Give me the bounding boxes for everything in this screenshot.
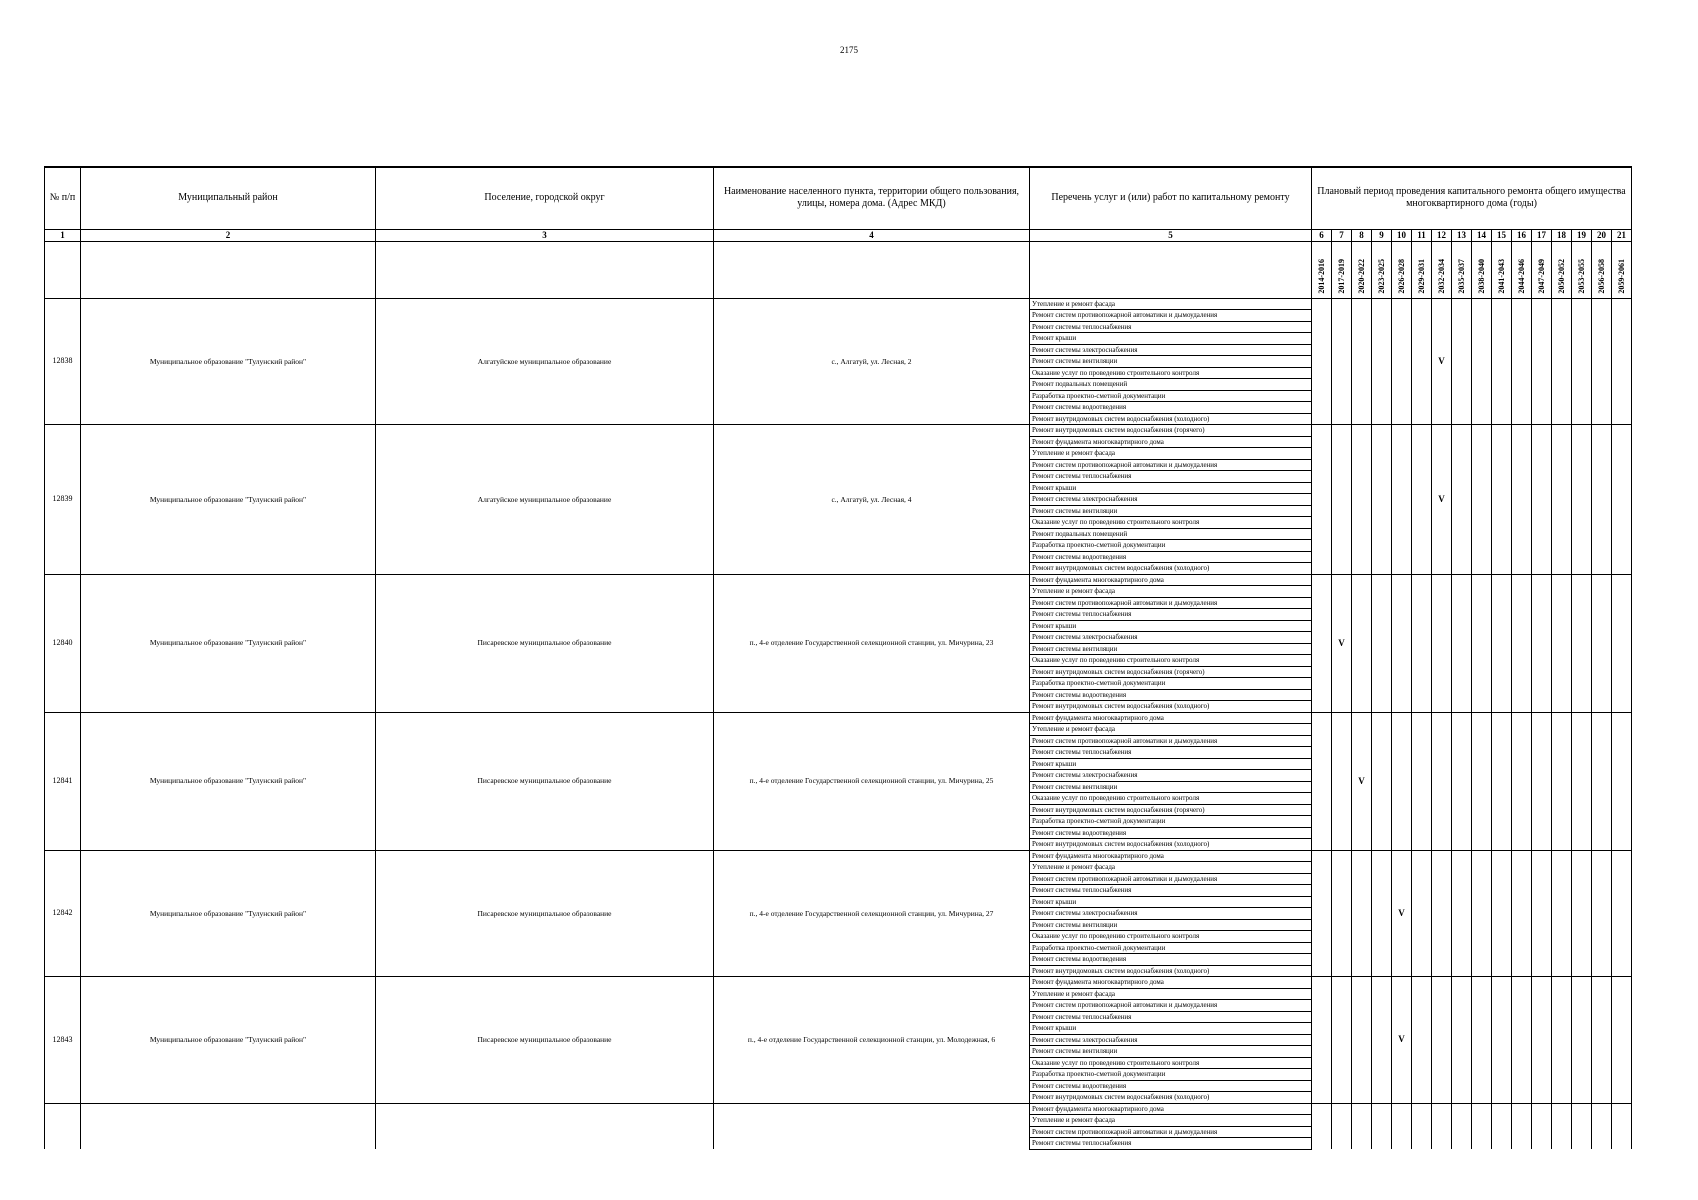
work-item: Разработка проектно-сметной документации — [1030, 1069, 1312, 1081]
period-label-text: 2017-2019 — [1336, 258, 1346, 294]
period-label-text: 2041-2043 — [1496, 258, 1506, 294]
period-label — [1312, 241, 1332, 298]
record-number: 12840 — [45, 574, 81, 712]
period-cell — [1412, 574, 1432, 712]
period-cell — [1532, 977, 1552, 1104]
period-cell — [1432, 712, 1452, 850]
period-cell — [1512, 977, 1532, 1104]
period-cell — [1392, 712, 1412, 850]
period-cell — [1532, 574, 1552, 712]
period-label-text: 2044-2046 — [1516, 258, 1526, 294]
work-item: Ремонт внутридомовых систем водоснабжения (холодного) — [1030, 839, 1312, 851]
period-cell — [1552, 1103, 1572, 1149]
work-item: Ремонт внутридомовых систем водоснабжения (горячего) — [1030, 666, 1312, 678]
period-label-text: 2053-2055 — [1576, 258, 1586, 294]
period-cell — [1352, 977, 1372, 1104]
work-item: Ремонт системы водоотведения — [1030, 402, 1312, 414]
period-cell — [1552, 977, 1572, 1104]
record-address: п., 4-е отделение Государственной селекционной станции, ул. Молодежная, 6 — [714, 977, 1030, 1104]
work-item: Оказание услуг по проведению строительного контроля — [1030, 517, 1312, 529]
work-item: Утепление и ремонт фасада — [1030, 862, 1312, 874]
work-item: Ремонт внутридомовых систем водоснабжения (горячего) — [1030, 804, 1312, 816]
work-item: Ремонт системы вентиляции — [1030, 643, 1312, 655]
period-cell — [1472, 850, 1492, 977]
column-number: 5 — [1030, 229, 1312, 241]
period-cell — [1352, 574, 1372, 712]
work-item: Ремонт системы теплоснабжения — [1030, 321, 1312, 333]
period-cell — [1572, 850, 1592, 977]
period-label-text: 2038-2040 — [1476, 258, 1486, 294]
period-label — [1512, 241, 1532, 298]
record-number: 12839 — [45, 425, 81, 575]
period-label — [1552, 241, 1572, 298]
work-item: Ремонт внутридомовых систем водоснабжения (холодного) — [1030, 413, 1312, 425]
work-item: Утепление и ремонт фасада — [1030, 1115, 1312, 1127]
period-cell — [1432, 574, 1452, 712]
period-cell — [1472, 298, 1492, 425]
period-cell — [1512, 712, 1532, 850]
work-item: Утепление и ремонт фасада — [1030, 298, 1312, 310]
period-cell — [1312, 712, 1332, 850]
work-item: Утепление и ремонт фасада — [1030, 724, 1312, 736]
period-label-text: 2020-2022 — [1356, 258, 1366, 294]
period-cell — [1592, 1103, 1612, 1149]
record-number: 12841 — [45, 712, 81, 850]
work-item: Ремонт подвальных помещений — [1030, 379, 1312, 391]
header-district: Муниципальный район — [81, 167, 376, 229]
header-period: Плановый период проведения капитального ремонта общего имущества многоквартирного дома (годы) — [1312, 167, 1632, 229]
period-cell — [1352, 425, 1372, 575]
work-item: Ремонт системы водоотведения — [1030, 551, 1312, 563]
period-cell — [1392, 298, 1412, 425]
header-works: Перечень услуг и (или) работ по капитальному ремонту — [1030, 167, 1312, 229]
work-item: Оказание услуг по проведению строительного контроля — [1030, 1057, 1312, 1069]
column-number: 3 — [376, 229, 714, 241]
record-district: Муниципальное образование "Тулунский район" — [81, 425, 376, 575]
record-address: с., Алгатуй, ул. Лесная, 4 — [714, 425, 1030, 575]
period-label — [1592, 241, 1612, 298]
record-settlement: Алгатуйское муниципальное образование — [376, 298, 714, 425]
period-label — [1332, 241, 1352, 298]
record-district — [81, 1103, 376, 1149]
work-item: Утепление и ремонт фасада — [1030, 448, 1312, 460]
work-item: Ремонт системы теплоснабжения — [1030, 471, 1312, 483]
period-cell — [1492, 574, 1512, 712]
record-address: п., 4-е отделение Государственной селекционной станции, ул. Мичурина, 25 — [714, 712, 1030, 850]
period-label-text: 2023-2025 — [1376, 258, 1386, 294]
period-cell — [1532, 425, 1552, 575]
work-item: Разработка проектно-сметной документации — [1030, 942, 1312, 954]
period-label-text: 2047-2049 — [1536, 258, 1546, 294]
period-label — [1352, 241, 1372, 298]
period-cell — [1572, 298, 1592, 425]
period-cell — [1572, 977, 1592, 1104]
period-cell — [1552, 850, 1572, 977]
period-cell — [1452, 977, 1472, 1104]
column-number: 21 — [1612, 229, 1632, 241]
period-row-spacer — [376, 241, 714, 298]
period-row-spacer — [81, 241, 376, 298]
column-number: 7 — [1332, 229, 1352, 241]
record-district: Муниципальное образование "Тулунский район" — [81, 977, 376, 1104]
column-number: 10 — [1392, 229, 1412, 241]
period-mark: V — [1392, 977, 1412, 1104]
work-item: Ремонт подвальных помещений — [1030, 528, 1312, 540]
period-cell — [1372, 1103, 1392, 1149]
record-number: 12838 — [45, 298, 81, 425]
period-cell — [1432, 1103, 1452, 1149]
period-cell — [1452, 712, 1472, 850]
work-item: Ремонт системы вентиляции — [1030, 505, 1312, 517]
period-cell — [1552, 298, 1572, 425]
record-settlement: Писаревское муниципальное образование — [376, 574, 714, 712]
work-item: Ремонт системы вентиляции — [1030, 919, 1312, 931]
period-cell — [1412, 977, 1432, 1104]
period-cell — [1552, 574, 1572, 712]
record-address: с., Алгатуй, ул. Лесная, 2 — [714, 298, 1030, 425]
work-item: Утепление и ремонт фасада — [1030, 586, 1312, 598]
period-label-text: 2026-2028 — [1396, 258, 1406, 294]
period-cell — [1492, 850, 1512, 977]
column-number: 9 — [1372, 229, 1392, 241]
period-label — [1432, 241, 1452, 298]
column-number: 18 — [1552, 229, 1572, 241]
period-cell — [1312, 850, 1332, 977]
period-cell — [1452, 850, 1472, 977]
column-number: 1 — [45, 229, 81, 241]
period-row-spacer — [1030, 241, 1312, 298]
header-row — [45, 167, 1632, 229]
work-item: Ремонт системы вентиляции — [1030, 356, 1312, 368]
period-cell — [1432, 977, 1452, 1104]
period-cell — [1532, 298, 1552, 425]
period-label-text: 2032-2034 — [1436, 258, 1446, 294]
period-cell — [1332, 850, 1352, 977]
period-cell — [1572, 712, 1592, 850]
period-cell — [1472, 425, 1492, 575]
record-number: 12843 — [45, 977, 81, 1104]
period-cell — [1492, 977, 1512, 1104]
period-cell — [1312, 298, 1332, 425]
period-cell — [1612, 850, 1632, 977]
work-item: Ремонт фундамента многоквартирного дома — [1030, 574, 1312, 586]
work-item: Ремонт систем противопожарной автоматики и дымоудаления — [1030, 459, 1312, 471]
period-label-text: 2059-2061 — [1616, 258, 1626, 294]
work-item: Ремонт крыши — [1030, 482, 1312, 494]
period-cell — [1532, 850, 1552, 977]
period-cell — [1612, 712, 1632, 850]
record-address — [714, 1103, 1030, 1149]
record-district: Муниципальное образование "Тулунский район" — [81, 574, 376, 712]
work-item: Ремонт крыши — [1030, 620, 1312, 632]
period-label-text: 2029-2031 — [1416, 258, 1426, 294]
work-item: Ремонт системы водоотведения — [1030, 1080, 1312, 1092]
period-cell — [1452, 1103, 1472, 1149]
table-row — [45, 977, 1632, 989]
work-item: Разработка проектно-сметной документации — [1030, 540, 1312, 552]
record-address: п., 4-е отделение Государственной селекционной станции, ул. Мичурина, 23 — [714, 574, 1030, 712]
period-cell — [1612, 425, 1632, 575]
period-row — [45, 241, 1632, 298]
work-item: Оказание услуг по проведению строительного контроля — [1030, 793, 1312, 805]
period-mark: V — [1432, 298, 1452, 425]
period-cell — [1472, 712, 1492, 850]
work-item: Ремонт внутридомовых систем водоснабжения (холодного) — [1030, 965, 1312, 977]
work-item: Ремонт системы теплоснабжения — [1030, 885, 1312, 897]
period-row-spacer — [45, 241, 81, 298]
header-settlement: Поселение, городской округ — [376, 167, 714, 229]
period-label — [1532, 241, 1552, 298]
period-label — [1372, 241, 1392, 298]
period-cell — [1412, 850, 1432, 977]
work-item: Ремонт системы теплоснабжения — [1030, 747, 1312, 759]
work-item: Ремонт крыши — [1030, 896, 1312, 908]
record-district: Муниципальное образование "Тулунский район" — [81, 850, 376, 977]
work-item: Ремонт системы водоотведения — [1030, 954, 1312, 966]
work-item: Ремонт системы теплоснабжения — [1030, 1011, 1312, 1023]
column-number-row — [45, 229, 1632, 241]
work-item: Ремонт систем противопожарной автоматики и дымоудаления — [1030, 1000, 1312, 1012]
column-number: 15 — [1492, 229, 1512, 241]
page-number: 2175 — [840, 45, 858, 55]
period-cell — [1472, 1103, 1492, 1149]
period-cell — [1352, 1103, 1372, 1149]
period-cell — [1352, 298, 1372, 425]
period-cell — [1572, 425, 1592, 575]
period-cell — [1372, 298, 1392, 425]
period-cell — [1412, 425, 1432, 575]
period-cell — [1412, 298, 1432, 425]
work-item: Ремонт фундамента многоквартирного дома — [1030, 1103, 1312, 1115]
period-cell — [1332, 977, 1352, 1104]
work-item: Ремонт систем противопожарной автоматики и дымоудаления — [1030, 873, 1312, 885]
period-cell — [1332, 425, 1352, 575]
record-address: п., 4-е отделение Государственной селекционной станции, ул. Мичурина, 27 — [714, 850, 1030, 977]
period-label — [1612, 241, 1632, 298]
work-item: Ремонт внутридомовых систем водоснабжения (горячего) — [1030, 425, 1312, 437]
period-cell — [1512, 574, 1532, 712]
period-label — [1452, 241, 1472, 298]
work-item: Ремонт системы электроснабжения — [1030, 908, 1312, 920]
period-cell — [1312, 1103, 1332, 1149]
period-cell — [1592, 574, 1612, 712]
work-item: Ремонт фундамента многоквартирного дома — [1030, 977, 1312, 989]
period-cell — [1372, 574, 1392, 712]
period-cell — [1332, 298, 1352, 425]
work-item: Ремонт системы водоотведения — [1030, 827, 1312, 839]
work-item: Ремонт системы электроснабжения — [1030, 632, 1312, 644]
period-cell — [1472, 574, 1492, 712]
period-cell — [1452, 574, 1472, 712]
period-cell — [1392, 425, 1412, 575]
header-address: Наименование населенного пункта, территории общего пользования, улицы, номера дома. (Адрес МКД) — [714, 167, 1030, 229]
record-settlement: Алгатуйское муниципальное образование — [376, 425, 714, 575]
period-label — [1572, 241, 1592, 298]
period-mark: V — [1392, 850, 1412, 977]
period-cell — [1552, 712, 1572, 850]
column-number: 20 — [1592, 229, 1612, 241]
record-district: Муниципальное образование "Тулунский район" — [81, 298, 376, 425]
period-cell — [1512, 425, 1532, 575]
work-item: Разработка проектно-сметной документации — [1030, 816, 1312, 828]
period-cell — [1492, 298, 1512, 425]
table-row — [45, 1103, 1632, 1115]
period-cell — [1312, 425, 1332, 575]
work-item: Ремонт системы электроснабжения — [1030, 494, 1312, 506]
period-cell — [1572, 574, 1592, 712]
work-item: Ремонт системы электроснабжения — [1030, 1034, 1312, 1046]
period-mark: V — [1352, 712, 1372, 850]
work-item: Ремонт систем противопожарной автоматики и дымоудаления — [1030, 310, 1312, 322]
table-row — [45, 574, 1632, 586]
period-mark: V — [1432, 425, 1452, 575]
record-district: Муниципальное образование "Тулунский район" — [81, 712, 376, 850]
period-cell — [1412, 712, 1432, 850]
record-number: 12842 — [45, 850, 81, 977]
period-cell — [1592, 977, 1612, 1104]
period-cell — [1452, 425, 1472, 575]
period-cell — [1532, 1103, 1552, 1149]
period-cell — [1592, 425, 1612, 575]
period-cell — [1552, 425, 1572, 575]
column-number: 11 — [1412, 229, 1432, 241]
column-number: 2 — [81, 229, 376, 241]
period-cell — [1372, 850, 1392, 977]
period-cell — [1332, 1103, 1352, 1149]
work-item: Разработка проектно-сметной документации — [1030, 678, 1312, 690]
work-item: Утепление и ремонт фасада — [1030, 988, 1312, 1000]
period-cell — [1512, 298, 1532, 425]
period-cell — [1312, 574, 1332, 712]
column-number: 8 — [1352, 229, 1372, 241]
column-number: 16 — [1512, 229, 1532, 241]
work-item: Ремонт внутридомовых систем водоснабжения (холодного) — [1030, 563, 1312, 575]
period-label — [1392, 241, 1412, 298]
work-item: Оказание услуг по проведению строительного контроля — [1030, 367, 1312, 379]
record-settlement: Писаревское муниципальное образование — [376, 712, 714, 850]
work-item: Ремонт системы электроснабжения — [1030, 770, 1312, 782]
work-item: Разработка проектно-сметной документации — [1030, 390, 1312, 402]
work-item: Оказание услуг по проведению строительного контроля — [1030, 655, 1312, 667]
period-label-text: 2014-2016 — [1316, 258, 1326, 294]
period-row-spacer — [714, 241, 1030, 298]
work-item: Ремонт системы электроснабжения — [1030, 344, 1312, 356]
period-cell — [1312, 977, 1332, 1104]
period-label-text: 2050-2052 — [1556, 258, 1566, 294]
period-cell — [1492, 712, 1512, 850]
column-number: 17 — [1532, 229, 1552, 241]
period-label — [1412, 241, 1432, 298]
period-cell — [1592, 850, 1612, 977]
work-item: Ремонт внутридомовых систем водоснабжения (холодного) — [1030, 701, 1312, 713]
record-settlement: Писаревское муниципальное образование — [376, 977, 714, 1104]
record-settlement — [376, 1103, 714, 1149]
column-number: 13 — [1452, 229, 1472, 241]
table-row — [45, 298, 1632, 310]
period-cell — [1492, 425, 1512, 575]
period-cell — [1452, 298, 1472, 425]
period-cell — [1512, 850, 1532, 977]
period-cell — [1432, 850, 1452, 977]
period-cell — [1372, 977, 1392, 1104]
period-cell — [1592, 712, 1612, 850]
column-number: 12 — [1432, 229, 1452, 241]
capital-repair-table-wrapper — [44, 166, 1632, 1150]
work-item: Ремонт крыши — [1030, 333, 1312, 345]
period-label — [1492, 241, 1512, 298]
work-item: Ремонт системы водоотведения — [1030, 689, 1312, 701]
period-cell — [1412, 1103, 1432, 1149]
period-cell — [1392, 574, 1412, 712]
work-item: Ремонт фундамента многоквартирного дома — [1030, 850, 1312, 862]
period-cell — [1512, 1103, 1532, 1149]
header-no: № п/п — [45, 167, 81, 229]
table-row — [45, 712, 1632, 724]
work-item: Ремонт системы вентиляции — [1030, 781, 1312, 793]
period-cell — [1572, 1103, 1592, 1149]
period-cell — [1472, 977, 1492, 1104]
table-row — [45, 850, 1632, 862]
work-item: Ремонт системы теплоснабжения — [1030, 1138, 1312, 1150]
period-cell — [1592, 298, 1612, 425]
period-label-text: 2056-2058 — [1596, 258, 1606, 294]
period-cell — [1372, 712, 1392, 850]
work-item: Ремонт систем противопожарной автоматики и дымоудаления — [1030, 597, 1312, 609]
column-number: 19 — [1572, 229, 1592, 241]
period-label — [1472, 241, 1492, 298]
period-label-text: 2035-2037 — [1456, 258, 1466, 294]
work-item: Ремонт крыши — [1030, 758, 1312, 770]
work-item: Ремонт фундамента многоквартирного дома — [1030, 712, 1312, 724]
work-item: Ремонт системы теплоснабжения — [1030, 609, 1312, 621]
period-cell — [1332, 712, 1352, 850]
record-settlement: Писаревское муниципальное образование — [376, 850, 714, 977]
work-item: Ремонт фундамента многоквартирного дома — [1030, 436, 1312, 448]
period-cell — [1492, 1103, 1512, 1149]
period-cell — [1612, 1103, 1632, 1149]
period-mark: V — [1332, 574, 1352, 712]
period-cell — [1612, 298, 1632, 425]
work-item: Ремонт системы вентиляции — [1030, 1046, 1312, 1058]
work-item: Ремонт систем противопожарной автоматики и дымоудаления — [1030, 1126, 1312, 1138]
work-item: Ремонт крыши — [1030, 1023, 1312, 1035]
period-cell — [1352, 850, 1372, 977]
period-cell — [1372, 425, 1392, 575]
period-cell — [1612, 574, 1632, 712]
column-number: 14 — [1472, 229, 1492, 241]
work-item: Ремонт внутридомовых систем водоснабжения (холодного) — [1030, 1092, 1312, 1104]
work-item: Оказание услуг по проведению строительного контроля — [1030, 931, 1312, 943]
period-cell — [1532, 712, 1552, 850]
record-number — [45, 1103, 81, 1149]
column-number: 4 — [714, 229, 1030, 241]
table-row — [45, 425, 1632, 437]
capital-repair-table — [44, 166, 1632, 1150]
column-number: 6 — [1312, 229, 1332, 241]
period-cell — [1612, 977, 1632, 1104]
work-item: Ремонт систем противопожарной автоматики и дымоудаления — [1030, 735, 1312, 747]
period-cell — [1392, 1103, 1412, 1149]
